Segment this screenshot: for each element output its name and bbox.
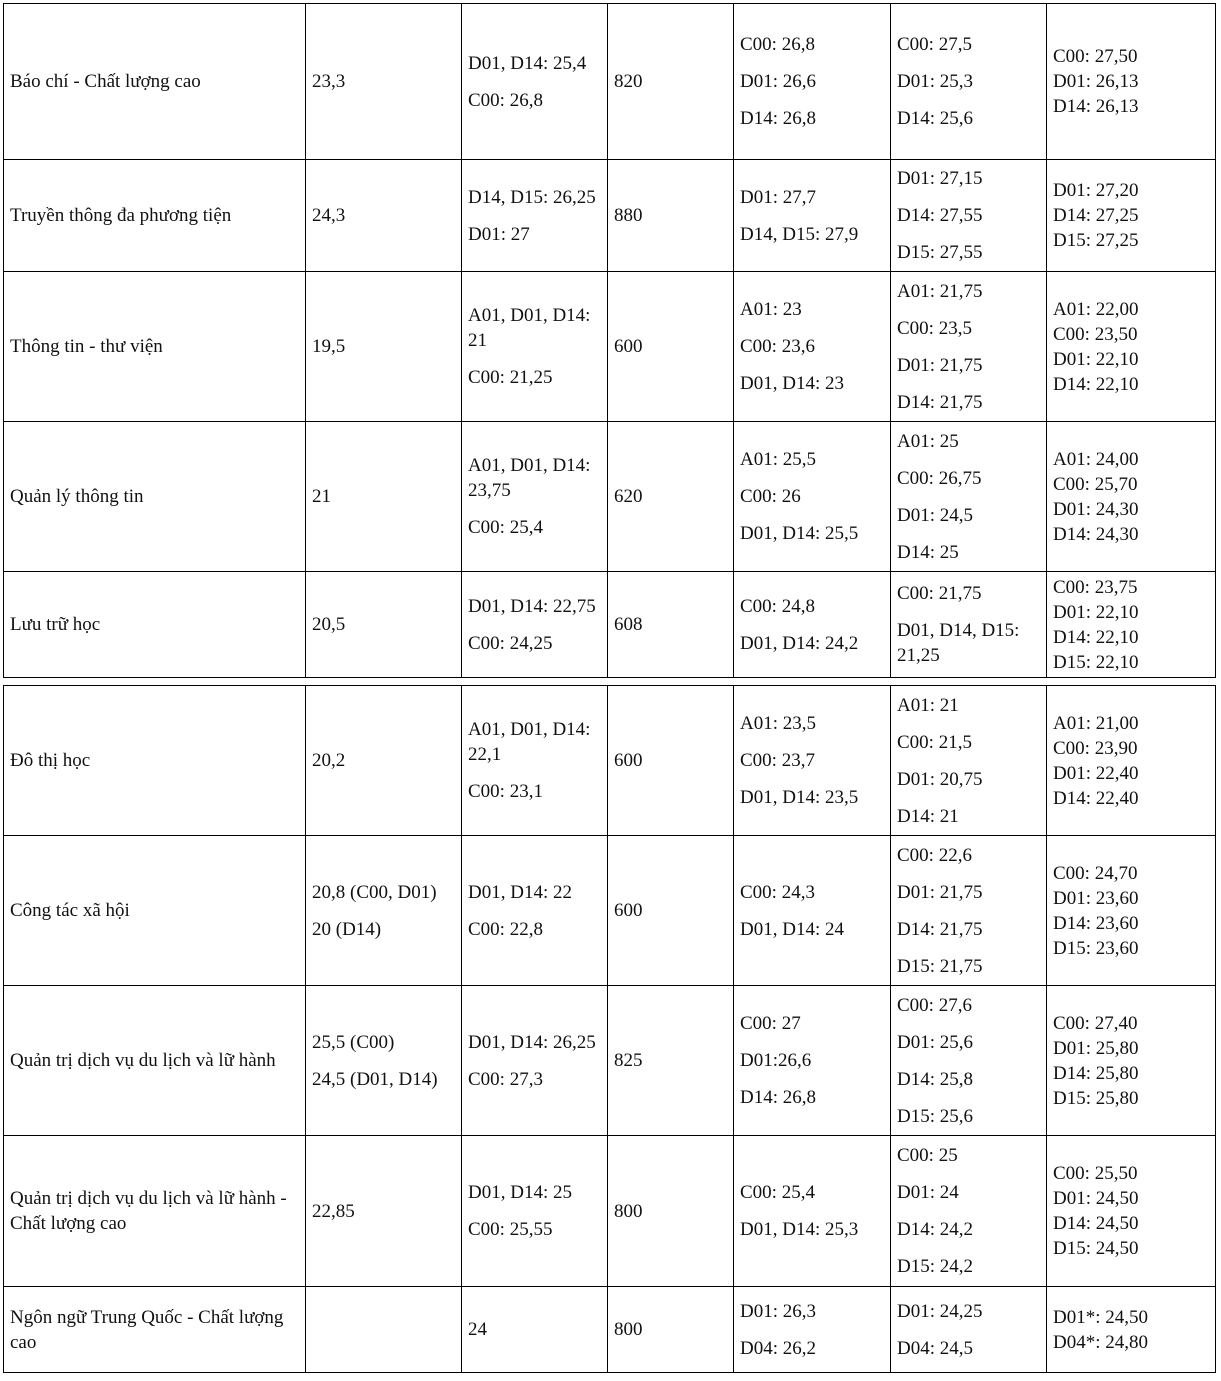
cell-line: A01: 21 [897, 694, 959, 716]
score-cell-col5 [734, 572, 891, 678]
major-cell [4, 4, 306, 160]
cell-line: C00: 26 [740, 486, 801, 507]
score-cell-col6 [891, 572, 1047, 678]
cell-line: C00: 23,75 [1053, 576, 1138, 598]
cell-line: 24 [468, 1319, 487, 1340]
score-cell-col2 [306, 986, 462, 1136]
score-cell-col4 [608, 836, 734, 986]
major-cell [4, 160, 306, 272]
cell-line: C00: 26,75 [897, 467, 982, 489]
score-cell-col4 [608, 1136, 734, 1287]
score-cell-col2 [306, 272, 462, 422]
score-cell-col6 [891, 836, 1047, 986]
cell-line: C00: 25,70 [1053, 473, 1138, 495]
table-row [4, 272, 1216, 422]
cell-line: D14: 25,6 [897, 108, 973, 129]
cell-line: C00: 27,50 [1053, 46, 1138, 67]
cell-line: D01, D14: 23,5 [740, 787, 859, 808]
score-cell-col7 [1047, 836, 1216, 986]
cell-line: Lưu trữ học [10, 614, 101, 635]
cell-line: D04: 24,5 [897, 1337, 973, 1359]
cell-line: D01: 26,6 [740, 71, 816, 92]
score-cell-col4 [608, 686, 734, 836]
cell-line: 20,2 [312, 750, 346, 771]
table-row [4, 686, 1216, 836]
cell-line: D01: 24,30 [1053, 498, 1139, 520]
cell-line: C00: 24,70 [1053, 862, 1138, 884]
cell-line: Ngôn ngữ Trung Quốc - Chất lượng cao [10, 1306, 284, 1353]
major-cell [4, 836, 306, 986]
score-cell-col2 [306, 1136, 462, 1287]
cell-line: D01: 23,60 [1053, 887, 1139, 909]
major-cell [4, 422, 306, 572]
score-cell-col6 [891, 4, 1047, 160]
cell-line: 600 [614, 900, 643, 921]
score-cell-col5 [734, 160, 891, 272]
cell-line: D15: 22,10 [1053, 651, 1139, 673]
cell-line: Báo chí - Chất lượng cao [10, 71, 201, 92]
cell-line: Quản trị dịch vụ du lịch và lữ hành [10, 1050, 276, 1071]
cell-line: 20,8 (C00, D01) [312, 881, 437, 903]
score-cell-col6 [891, 1136, 1047, 1287]
cell-line: 825 [614, 1050, 643, 1071]
cell-line: 24,3 [312, 205, 346, 226]
cell-line: A01: 21,75 [897, 280, 983, 302]
score-cell-col2 [306, 572, 462, 678]
table-row [4, 160, 1216, 272]
cell-line: D01: 22,10 [1053, 601, 1139, 623]
cell-line: C00: 24,3 [740, 881, 815, 903]
score-cell-col3 [462, 686, 608, 836]
score-cell-col3 [462, 986, 608, 1136]
cell-line: C00: 24,8 [740, 595, 815, 617]
cell-line: D14: 25 [897, 541, 959, 563]
score-cell-col6 [891, 1287, 1047, 1373]
cell-line: D15: 24,50 [1053, 1238, 1139, 1259]
cell-line: D14: 26,13 [1053, 96, 1139, 117]
cell-line: Công tác xã hội [10, 900, 130, 921]
major-cell [4, 1136, 306, 1287]
cell-line: D01: 25,80 [1053, 1037, 1139, 1059]
cell-line: C00: 26,8 [468, 89, 543, 111]
score-cell-col4 [608, 572, 734, 678]
cell-line: 620 [614, 486, 643, 507]
table-row [4, 422, 1216, 572]
score-cell-col4 [608, 422, 734, 572]
cell-line: D01: 24,50 [1053, 1188, 1139, 1209]
score-cell-col6 [891, 986, 1047, 1136]
cell-line: 20 (D14) [312, 918, 382, 940]
cell-line: C00: 25,4 [468, 517, 543, 538]
cell-line: C00: 23,6 [740, 336, 815, 357]
cell-line: A01, D01, D14: 21 [468, 305, 591, 351]
cell-line: D14: 21 [897, 805, 959, 827]
cell-line: C00: 22,6 [897, 844, 972, 866]
score-cell-col3 [462, 272, 608, 422]
cell-line: D14: 21,75 [897, 918, 983, 940]
cell-line: 20,5 [312, 614, 346, 635]
cell-line: D01, D14: 25,3 [740, 1219, 859, 1240]
score-cell-col2 [306, 1287, 462, 1373]
cell-line: D01: 26,13 [1053, 71, 1139, 92]
score-cell-col7 [1047, 1136, 1216, 1287]
cell-line: D14: 23,60 [1053, 912, 1139, 934]
score-cell-col7 [1047, 1287, 1216, 1373]
cell-line: C00: 22,8 [468, 918, 543, 940]
cell-line: Thông tin - thư viện [10, 336, 163, 357]
score-cell-col7 [1047, 160, 1216, 272]
cell-line: D14: 27,25 [1053, 205, 1139, 226]
cell-line: D01: 21,75 [897, 881, 983, 903]
cell-line: D01*: 24,50 [1053, 1306, 1148, 1328]
admission-scores-table-bottom [3, 685, 1216, 1373]
score-cell-col5 [734, 986, 891, 1136]
cell-line: D14: 22,10 [1053, 373, 1139, 395]
cell-line: D01: 25,6 [897, 1031, 973, 1053]
score-cell-col5 [734, 686, 891, 836]
cell-line: C00: 23,90 [1053, 737, 1138, 759]
cell-line: D14: 24,30 [1053, 523, 1139, 545]
cell-line: 19,5 [312, 336, 346, 357]
cell-line: C00: 27,5 [897, 34, 972, 55]
cell-line: D01: 27,15 [897, 168, 983, 189]
cell-line: D01: 25,3 [897, 71, 973, 92]
score-cell-col4 [608, 4, 734, 160]
cell-line: D01: 24,5 [897, 504, 973, 526]
cell-line: D14: 26,8 [740, 108, 816, 129]
cell-line: D15: 25,6 [897, 1105, 973, 1127]
cell-line: C00: 26,8 [740, 34, 815, 55]
cell-line: D01, D14: 22 [468, 881, 572, 903]
cell-line: 880 [614, 205, 643, 226]
table-row [4, 4, 1216, 160]
cell-line: D01: 27 [468, 223, 530, 245]
cell-line: D01: 21,75 [897, 354, 983, 376]
score-cell-col3 [462, 160, 608, 272]
score-cell-col7 [1047, 272, 1216, 422]
cell-line: Quản lý thông tin [10, 486, 144, 507]
cell-line: C00: 23,5 [897, 317, 972, 339]
cell-line: 25,5 (C00) [312, 1031, 395, 1053]
cell-line: A01: 24,00 [1053, 448, 1139, 470]
cell-line: A01: 21,00 [1053, 712, 1139, 734]
cell-line: D01, D14: 24,2 [740, 632, 859, 654]
cell-line: A01: 22,00 [1053, 298, 1139, 320]
table-row [4, 986, 1216, 1136]
score-cell-col5 [734, 422, 891, 572]
cell-line: A01: 25 [897, 430, 959, 452]
cell-line: D01, D14: 25 [468, 1182, 572, 1203]
score-cell-col4 [608, 160, 734, 272]
score-cell-col4 [608, 986, 734, 1136]
cell-line: D04*: 24,80 [1053, 1331, 1148, 1353]
cell-line: D01, D14: 25,5 [740, 523, 859, 544]
cell-line: D14, D15: 27,9 [740, 223, 859, 245]
table-body [4, 4, 1216, 678]
table-row [4, 1287, 1216, 1373]
cell-line: D14: 27,55 [897, 205, 983, 226]
cell-line: C00: 25,55 [468, 1219, 553, 1240]
cell-line: D14: 22,10 [1053, 626, 1139, 648]
major-cell [4, 686, 306, 836]
score-cell-col6 [891, 272, 1047, 422]
score-cell-col2 [306, 686, 462, 836]
cell-line: D14: 24,50 [1053, 1213, 1139, 1234]
cell-line: D14: 25,8 [897, 1068, 973, 1090]
major-cell [4, 986, 306, 1136]
score-cell-col3 [462, 1136, 608, 1287]
score-cell-col5 [734, 272, 891, 422]
cell-line: Quản trị dịch vụ du lịch và lữ hành - Chất lượng cao [10, 1188, 287, 1234]
cell-line: D01, D14: 26,25 [468, 1031, 596, 1053]
cell-line: C00: 21,25 [468, 367, 553, 388]
cell-line: C00: 23,1 [468, 781, 543, 802]
admission-scores-table-top [3, 3, 1216, 678]
cell-line: 600 [614, 750, 643, 771]
score-cell-col5 [734, 1287, 891, 1373]
score-cell-col3 [462, 572, 608, 678]
cell-line: 22,85 [312, 1200, 355, 1222]
cell-line: 800 [614, 1200, 643, 1222]
score-cell-col7 [1047, 686, 1216, 836]
cell-line: C00: 25 [897, 1145, 958, 1166]
score-cell-col2 [306, 422, 462, 572]
cell-line: A01: 25,5 [740, 449, 816, 470]
score-cell-col2 [306, 836, 462, 986]
score-cell-col7 [1047, 4, 1216, 160]
major-cell [4, 272, 306, 422]
cell-line: A01: 23 [740, 299, 802, 320]
cell-line: D01: 24,25 [897, 1300, 983, 1322]
cell-line: 600 [614, 336, 643, 357]
cell-line: 21 [312, 486, 331, 507]
cell-line: D01: 20,75 [897, 768, 983, 790]
score-cell-col7 [1047, 572, 1216, 678]
cell-line: D01: 22,10 [1053, 348, 1139, 370]
cell-line: A01, D01, D14: 23,75 [468, 455, 591, 501]
cell-line: D15: 27,25 [1053, 230, 1139, 251]
cell-line: D14: 21,75 [897, 391, 983, 413]
cell-line: D15: 27,55 [897, 242, 983, 263]
score-cell-col4 [608, 1287, 734, 1373]
cell-line: D01:26,6 [740, 1050, 812, 1071]
score-cell-col5 [734, 4, 891, 160]
table-row [4, 836, 1216, 986]
table-row [4, 572, 1216, 678]
score-cell-col2 [306, 160, 462, 272]
cell-line: C00: 21,75 [897, 583, 982, 604]
cell-line: 820 [614, 71, 643, 92]
major-cell [4, 572, 306, 678]
cell-line: C00: 27,6 [897, 994, 972, 1016]
cell-line: A01, D01, D14: 22,1 [468, 719, 591, 765]
score-cell-col3 [462, 836, 608, 986]
score-cell-col3 [462, 1287, 608, 1373]
cell-line: C00: 23,50 [1053, 323, 1138, 345]
score-cell-col7 [1047, 986, 1216, 1136]
cell-line: C00: 23,7 [740, 750, 815, 771]
score-cell-col6 [891, 160, 1047, 272]
cell-line: D14: 25,80 [1053, 1062, 1139, 1084]
major-cell [4, 1287, 306, 1373]
cell-line: C00: 21,5 [897, 731, 972, 753]
score-cell-col2 [306, 4, 462, 160]
score-cell-col7 [1047, 422, 1216, 572]
cell-line: D01: 27,7 [740, 186, 816, 208]
cell-line: D01, D14: 23 [740, 373, 844, 394]
cell-line: D15: 23,60 [1053, 937, 1139, 959]
score-cell-col3 [462, 422, 608, 572]
cell-line: D14: 24,2 [897, 1219, 973, 1240]
cell-line: C00: 25,50 [1053, 1163, 1138, 1184]
score-cell-col5 [734, 1136, 891, 1287]
cell-line: 608 [614, 614, 643, 635]
cell-line: D15: 24,2 [897, 1256, 973, 1277]
cell-line: D14: 22,40 [1053, 787, 1139, 809]
cell-line: D01, D14, D15: 21,25 [897, 620, 1020, 666]
table-body [4, 686, 1216, 1373]
cell-line: 24,5 (D01, D14) [312, 1068, 438, 1090]
cell-line: C00: 27 [740, 1013, 801, 1034]
score-cell-col6 [891, 686, 1047, 836]
cell-line: A01: 23,5 [740, 713, 816, 734]
cell-line: D01: 27,20 [1053, 180, 1139, 201]
cell-line: D04: 26,2 [740, 1337, 816, 1359]
table-row [4, 1136, 1216, 1287]
cell-line: 23,3 [312, 71, 346, 92]
score-cell-col3 [462, 4, 608, 160]
score-cell-col4 [608, 272, 734, 422]
cell-line: D01, D14: 24 [740, 918, 844, 940]
cell-line: D01, D14: 22,75 [468, 595, 596, 617]
cell-line: C00: 27,3 [468, 1068, 543, 1090]
cell-line: D01, D14: 25,4 [468, 52, 587, 74]
cell-line: C00: 27,40 [1053, 1012, 1138, 1034]
cell-line: C00: 25,4 [740, 1182, 815, 1203]
score-cell-col6 [891, 422, 1047, 572]
cell-line: 800 [614, 1319, 643, 1340]
cell-line: D15: 21,75 [897, 955, 983, 977]
cell-line: D01: 22,40 [1053, 762, 1139, 784]
cell-line: D15: 25,80 [1053, 1087, 1139, 1109]
cell-line: D14, D15: 26,25 [468, 186, 596, 208]
score-cell-col5 [734, 836, 891, 986]
cell-line: C00: 24,25 [468, 632, 553, 654]
cell-line: D01: 26,3 [740, 1300, 816, 1322]
cell-line: Đô thị học [10, 750, 91, 771]
cell-line: Truyền thông đa phương tiện [10, 205, 232, 226]
cell-line: D14: 26,8 [740, 1087, 816, 1108]
cell-line: D01: 24 [897, 1182, 959, 1203]
